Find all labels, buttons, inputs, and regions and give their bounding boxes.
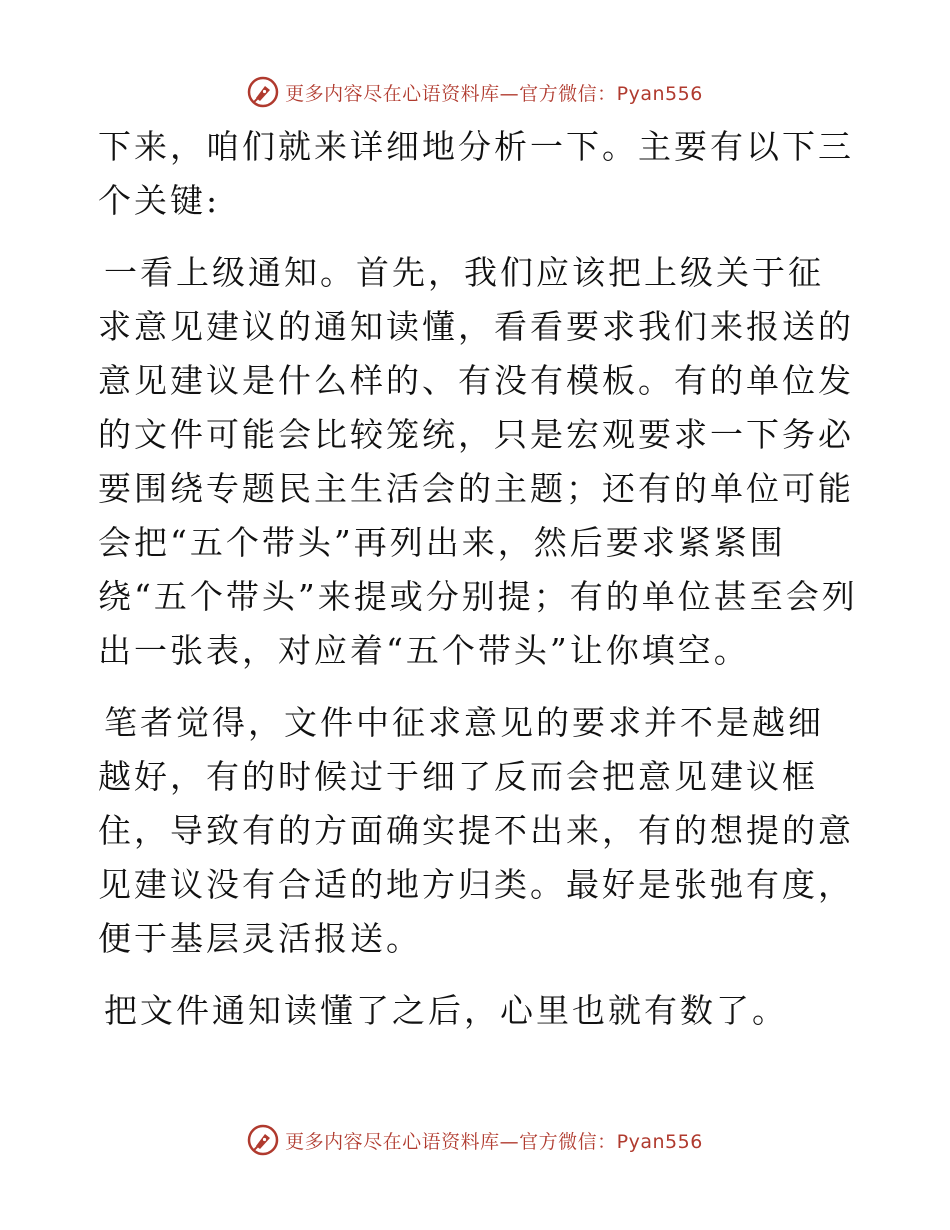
document-body [98, 120, 858, 1038]
footer-banner [0, 1120, 950, 1160]
header-banner [0, 72, 950, 112]
footer-banner-inner [247, 1124, 703, 1156]
footer-banner-text: 更多内容尽在心语资料库—官方微信：Pyan556 [285, 1130, 703, 1153]
pen-nib-logo-icon [247, 76, 279, 108]
header-banner-text: 更多内容尽在心语资料库—官方微信：Pyan556 [285, 82, 703, 105]
paragraph-conclusion: 把文件通知读懂了之后，心里也就有数了。 [104, 991, 788, 1030]
pen-nib-logo-icon [247, 1124, 279, 1156]
header-banner-inner [247, 76, 703, 108]
paragraph-read-notice: 一看上级通知。首先，我们应该把上级关于征求意见建议的通知读懂，看看要求我们来报送的意见建议是什么样的、有没有模板。有的单位发的文件可能会比较笼统，只是宏观要求一下务必要围绕专题民主生活会的主题；还有的单位可能会把“五个带头”再列出来，然后要求紧紧围绕“五个带头”来提或分别提；有的单位甚至会列出一张表，对应着“五个带头”让你填空。 [98, 253, 858, 670]
paragraph-intro: 下来，咱们就来详细地分析一下。主要有以下三个关键: [98, 127, 854, 220]
paragraph-author-opinion: 笔者觉得，文件中征求意见的要求并不是越细越好，有的时候过于细了反而会把意见建议框住，导致有的方面确实提不出来，有的想提的意见建议没有合适的地方归类。最好是张弛有度，便于基层灵活报送。 [98, 703, 854, 958]
